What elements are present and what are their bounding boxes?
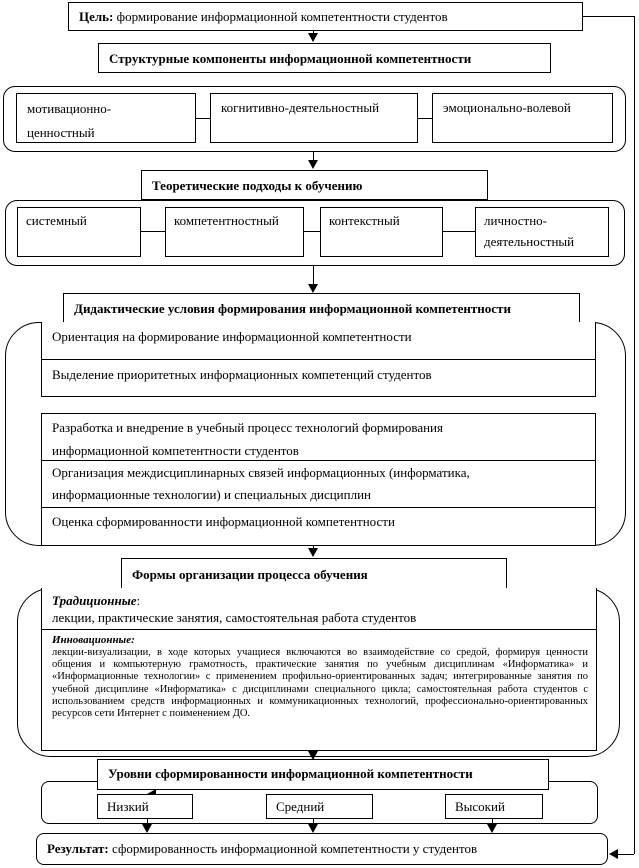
feedback-line-right bbox=[634, 16, 635, 854]
level-high bbox=[445, 794, 543, 819]
didactic-title-box bbox=[63, 293, 580, 323]
feedback-line-bottom bbox=[616, 854, 634, 855]
forms-traditional-text: лекции, практические занятия, самостоятельная работа студентов bbox=[52, 610, 417, 625]
theoretical-title-box bbox=[141, 170, 488, 200]
goal-text: формирование информационной компетентности студентов bbox=[113, 9, 448, 24]
didactic-item-label: Разработка и внедрение в учебный процесс технологий формирования информационной компетентности студентов bbox=[52, 420, 443, 458]
goal-box bbox=[68, 2, 583, 31]
feedback-arrow-icon bbox=[609, 849, 618, 859]
connector bbox=[442, 231, 475, 232]
didactic-item-label: Организация междисциплинарных связей информационных (информатика, информационные технологии) и специальных дисциплин bbox=[52, 465, 470, 502]
didactic-item bbox=[42, 461, 595, 508]
arrow-down-icon bbox=[308, 33, 318, 42]
didactic-item-label: Оценка сформированности информационной компетентности bbox=[52, 514, 395, 529]
structural-item-cognitive bbox=[210, 93, 418, 143]
forms-title-box bbox=[121, 558, 507, 589]
goal-label: Цель: bbox=[79, 9, 114, 24]
theoretical-item-systemic bbox=[17, 207, 141, 257]
feedback-line-top bbox=[583, 16, 634, 17]
forms-traditional-label: Традиционные bbox=[52, 593, 137, 608]
connector bbox=[418, 118, 432, 119]
structural-item-label: когнитивно-деятельностный bbox=[221, 100, 380, 115]
levels-title-box bbox=[97, 759, 549, 790]
arrow-down-icon bbox=[308, 160, 318, 169]
theoretical-item-label: системный bbox=[26, 213, 87, 228]
level-low bbox=[97, 794, 193, 819]
structural-item-motivational bbox=[16, 93, 196, 143]
didactic-title: Дидактические условия формирования информационной компетентности bbox=[74, 301, 511, 316]
level-label: Средний bbox=[276, 799, 325, 814]
didactic-list-upper bbox=[41, 322, 596, 397]
level-medium bbox=[266, 794, 373, 819]
theoretical-title: Теоретические подходы к обучению bbox=[152, 178, 363, 193]
connector bbox=[313, 266, 314, 286]
didactic-list-lower bbox=[41, 413, 596, 546]
didactic-item bbox=[42, 414, 595, 461]
structural-item-label: эмоционально-волевой bbox=[443, 100, 571, 115]
theoretical-item-competence bbox=[165, 207, 304, 257]
level-label: Высокий bbox=[455, 799, 505, 814]
forms-innovative bbox=[42, 630, 596, 751]
theoretical-item-contextual bbox=[320, 207, 443, 257]
didactic-item bbox=[42, 322, 595, 360]
theoretical-item-label: контекстный bbox=[329, 213, 400, 228]
forms-traditional bbox=[42, 588, 596, 630]
arrow-down-icon bbox=[142, 824, 152, 833]
theoretical-item-label: компетентностный bbox=[174, 213, 279, 228]
connector bbox=[140, 231, 165, 232]
forms-innovative-label: Инновационные: bbox=[52, 634, 135, 646]
arrow-down-icon bbox=[487, 824, 497, 833]
connector bbox=[196, 118, 210, 119]
level-label: Низкий bbox=[107, 799, 149, 814]
arrow-down-icon bbox=[308, 548, 318, 557]
theoretical-item-label: личностно-деятельностный bbox=[484, 213, 575, 249]
forms-innovative-text: лекции-визуализации, в ходе которых учащиеся включаются во взаимодействие со средой, формируя ценности общения и компьютерную грамотность, практические занятия по учебным дисциплинам «Информатика» и «Информационные технологии» с применением профильно-ориентированных задач; интегрированные занятия по учебной дисциплине «Информатика» с дисциплинами специального цикла; самостоятельная работа студентов с использованием средств информационных и коммуникационных технологий, профессионально-ориентированных ресурсов сети Интернет с поименением ДО. bbox=[52, 647, 588, 720]
didactic-item-label: Выделение приоритетных информационных компетенций студентов bbox=[52, 367, 432, 382]
structural-item-label: мотивационно-ценностный bbox=[27, 101, 112, 140]
levels-title: Уровни сформированности информационной компетентности bbox=[108, 766, 473, 781]
structural-title: Структурные компоненты информационной компетентности bbox=[109, 51, 472, 66]
arrow-down-icon bbox=[308, 824, 318, 833]
arrow-down-icon bbox=[308, 284, 318, 293]
result-box bbox=[36, 833, 608, 865]
forms-list bbox=[41, 588, 597, 751]
forms-title: Формы организации процесса обучения bbox=[132, 567, 368, 582]
structural-item-emotional bbox=[432, 93, 613, 143]
theoretical-item-personal-activity bbox=[475, 207, 609, 257]
forms-traditional-suffix: : bbox=[136, 593, 141, 608]
result-text: сформированность информационной компетентности у студентов bbox=[108, 841, 478, 856]
result-label: Результат: bbox=[47, 841, 109, 856]
didactic-item bbox=[42, 360, 595, 397]
didactic-item bbox=[42, 508, 595, 546]
connector bbox=[303, 231, 320, 232]
didactic-item-label: Ориентация на формирование информационной компетентности bbox=[52, 329, 412, 344]
structural-title-box bbox=[98, 43, 551, 73]
